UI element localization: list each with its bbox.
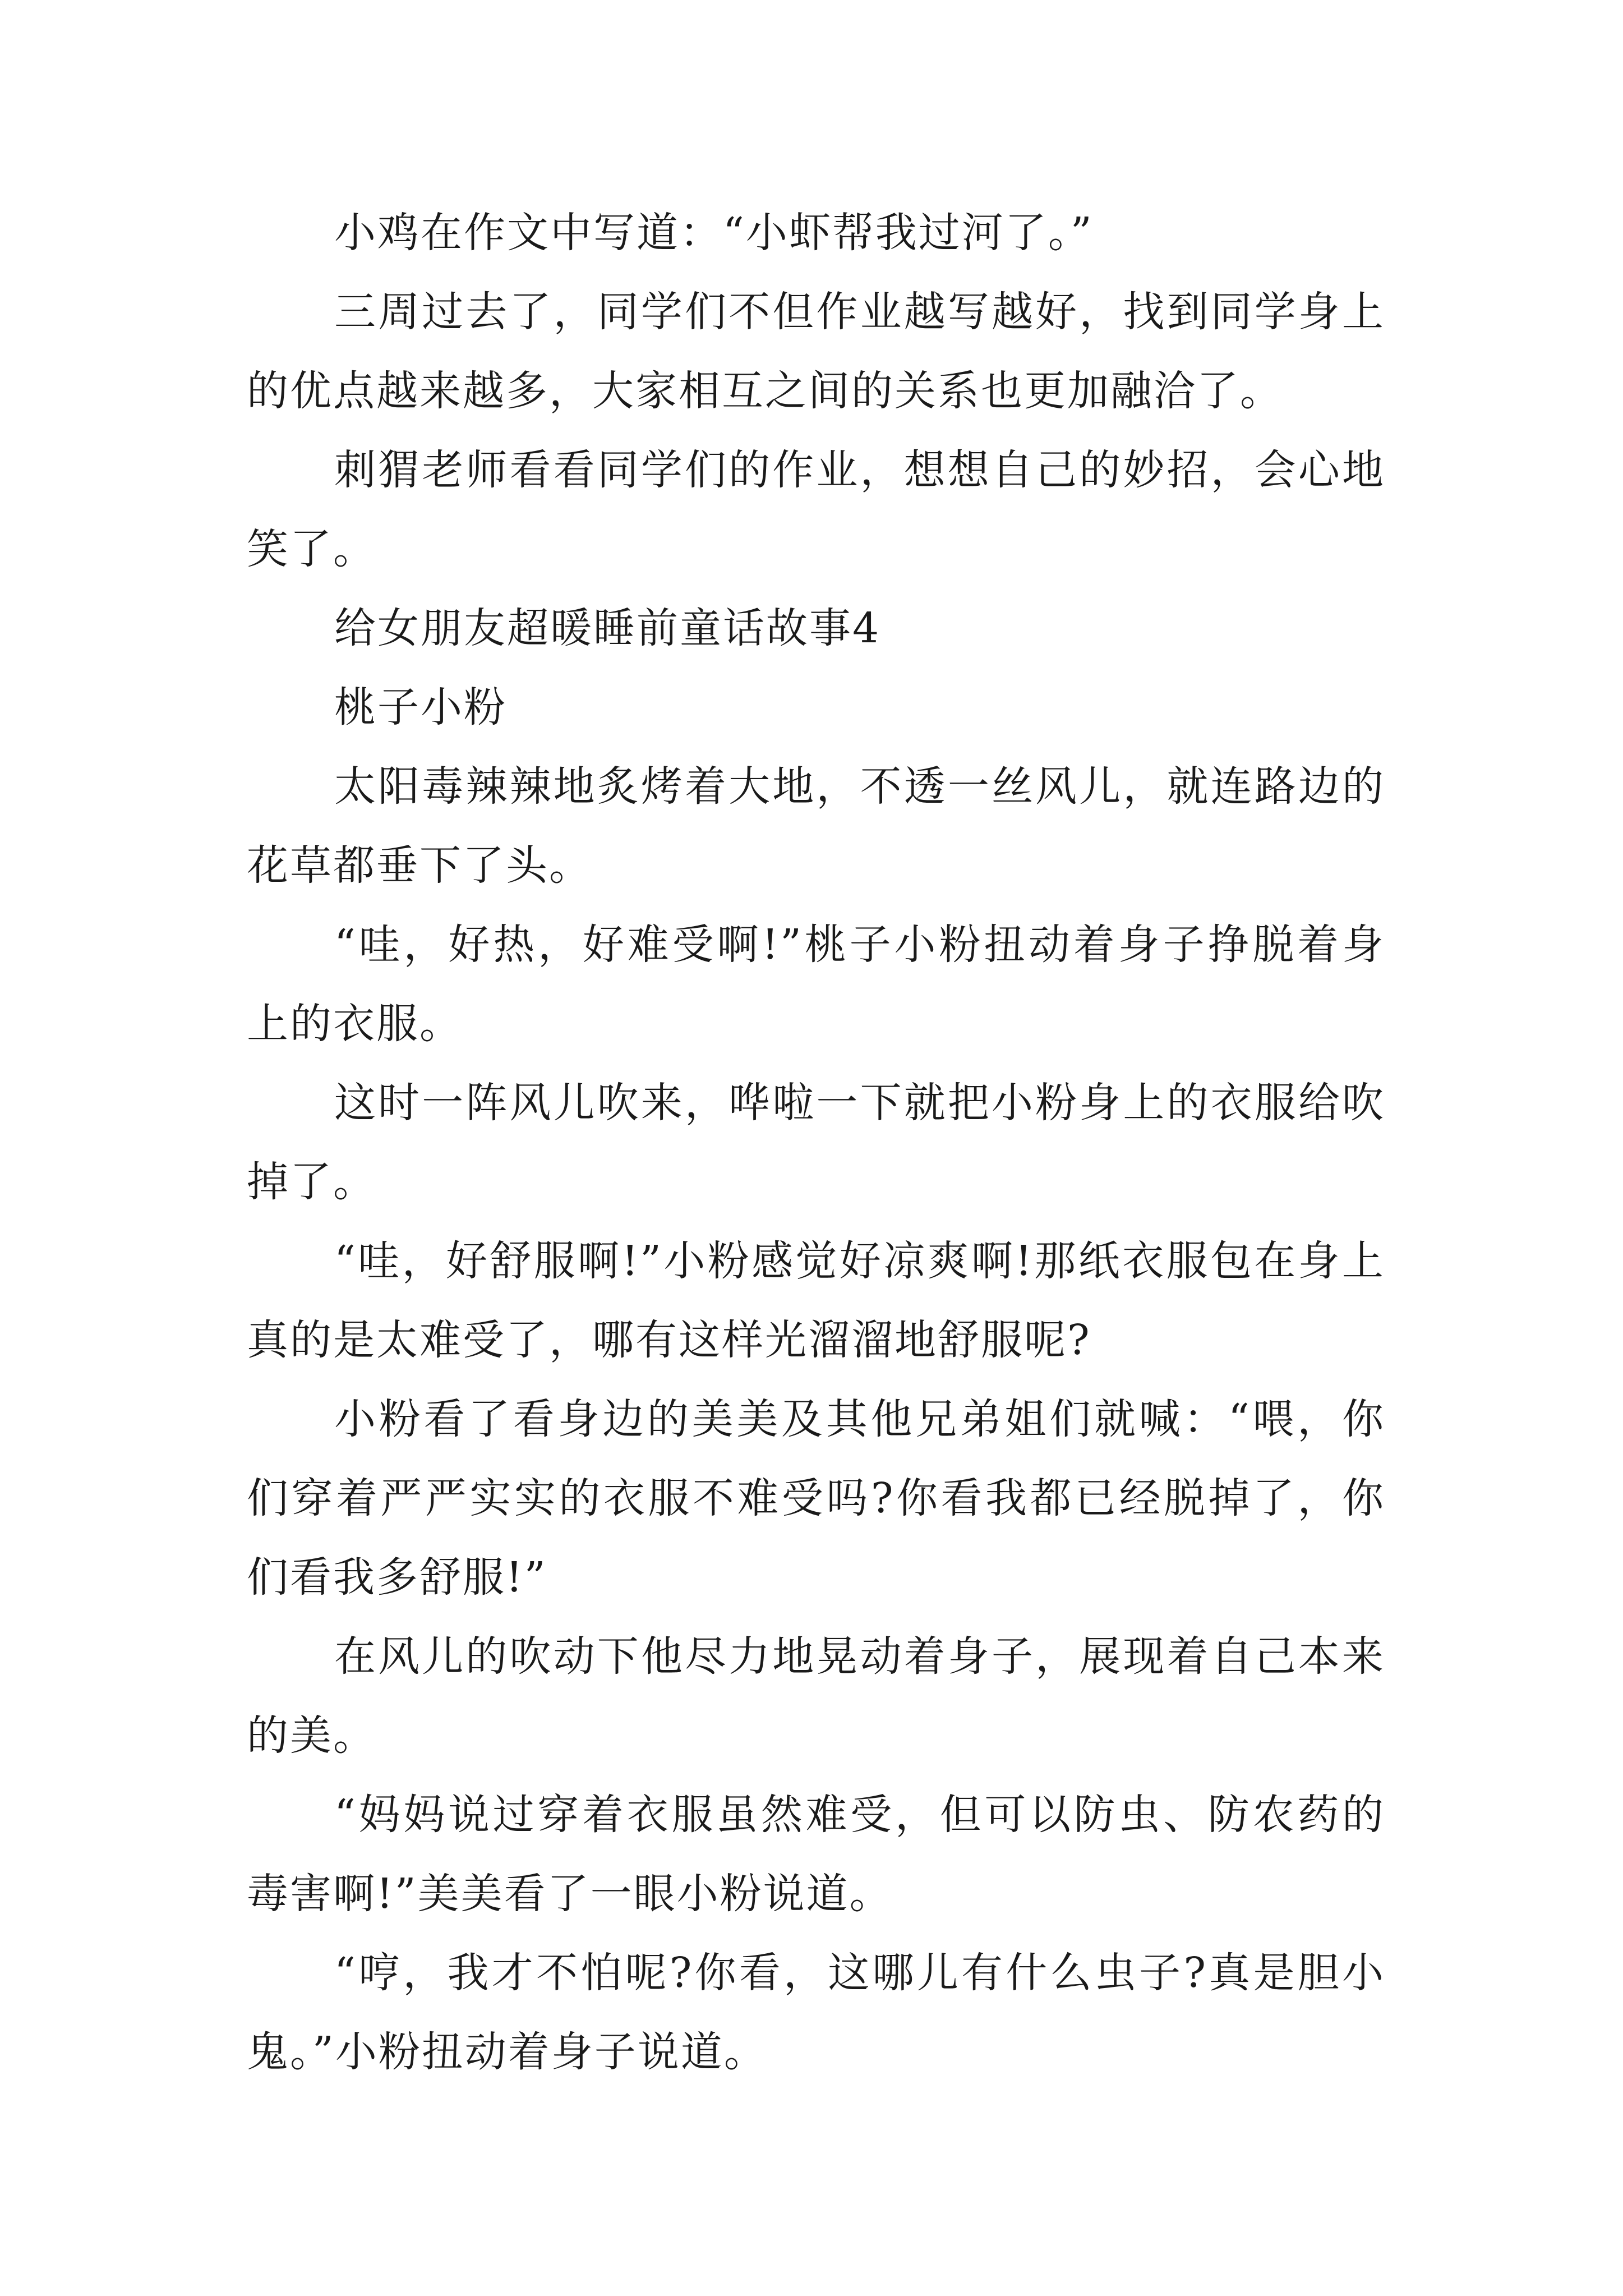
- paragraph-7: “哇，好热，好难受啊!”桃子小粉扭动着身子挣脱着身上的衣服。: [247, 921, 1385, 1048]
- paragraph-6: 太阳毒辣辣地炙烤着大地，不透一丝风儿，就连路边的花草都垂下了头。: [247, 762, 1385, 890]
- paragraph-1: 小鸡在作文中写道：“小虾帮我过河了。”: [334, 209, 1094, 257]
- paragraph-2: 三周过去了，同学们不但作业越写越好，找到同学身上的优点越来越多，大家相互之间的关系也更加融洽了。: [247, 288, 1385, 415]
- paragraph-12: “妈妈说过穿着衣服虽然难受，但可以防虫、防农药的毒害啊!”美美看了一眼小粉说道。: [247, 1791, 1385, 1918]
- story-heading: 给女朋友超暖睡前童话故事4: [334, 604, 881, 652]
- paragraph-10: 小粉看了看身边的美美及其他兄弟姐们就喊：“喂，你们穿着严严实实的衣服不难受吗?你看我都已经脱掉了，你们看我多舒服!”: [247, 1395, 1385, 1602]
- paragraph-11: 在风儿的吹动下他尽力地晃动着身子，展现着自己本来的美。: [247, 1632, 1385, 1760]
- paragraph-3: 刺猬老师看看同学们的作业，想想自己的妙招，会心地笑了。: [247, 446, 1385, 573]
- story-title: 桃子小粉: [334, 683, 507, 731]
- paragraph-9: “哇，好舒服啊!”小粉感觉好凉爽啊!那纸衣服包在身上真的是太难受了，哪有这样光溜溜地舒服呢?: [247, 1237, 1385, 1364]
- document-body: [247, 194, 1385, 2092]
- paragraph-13: “哼，我才不怕呢?你看，这哪儿有什么虫子?真是胆小鬼。”小粉扭动着身子说道。: [247, 1949, 1385, 2076]
- paragraph-8: 这时一阵风儿吹来，哗啦一下就把小粉身上的衣服给吹掉了。: [247, 1079, 1385, 1206]
